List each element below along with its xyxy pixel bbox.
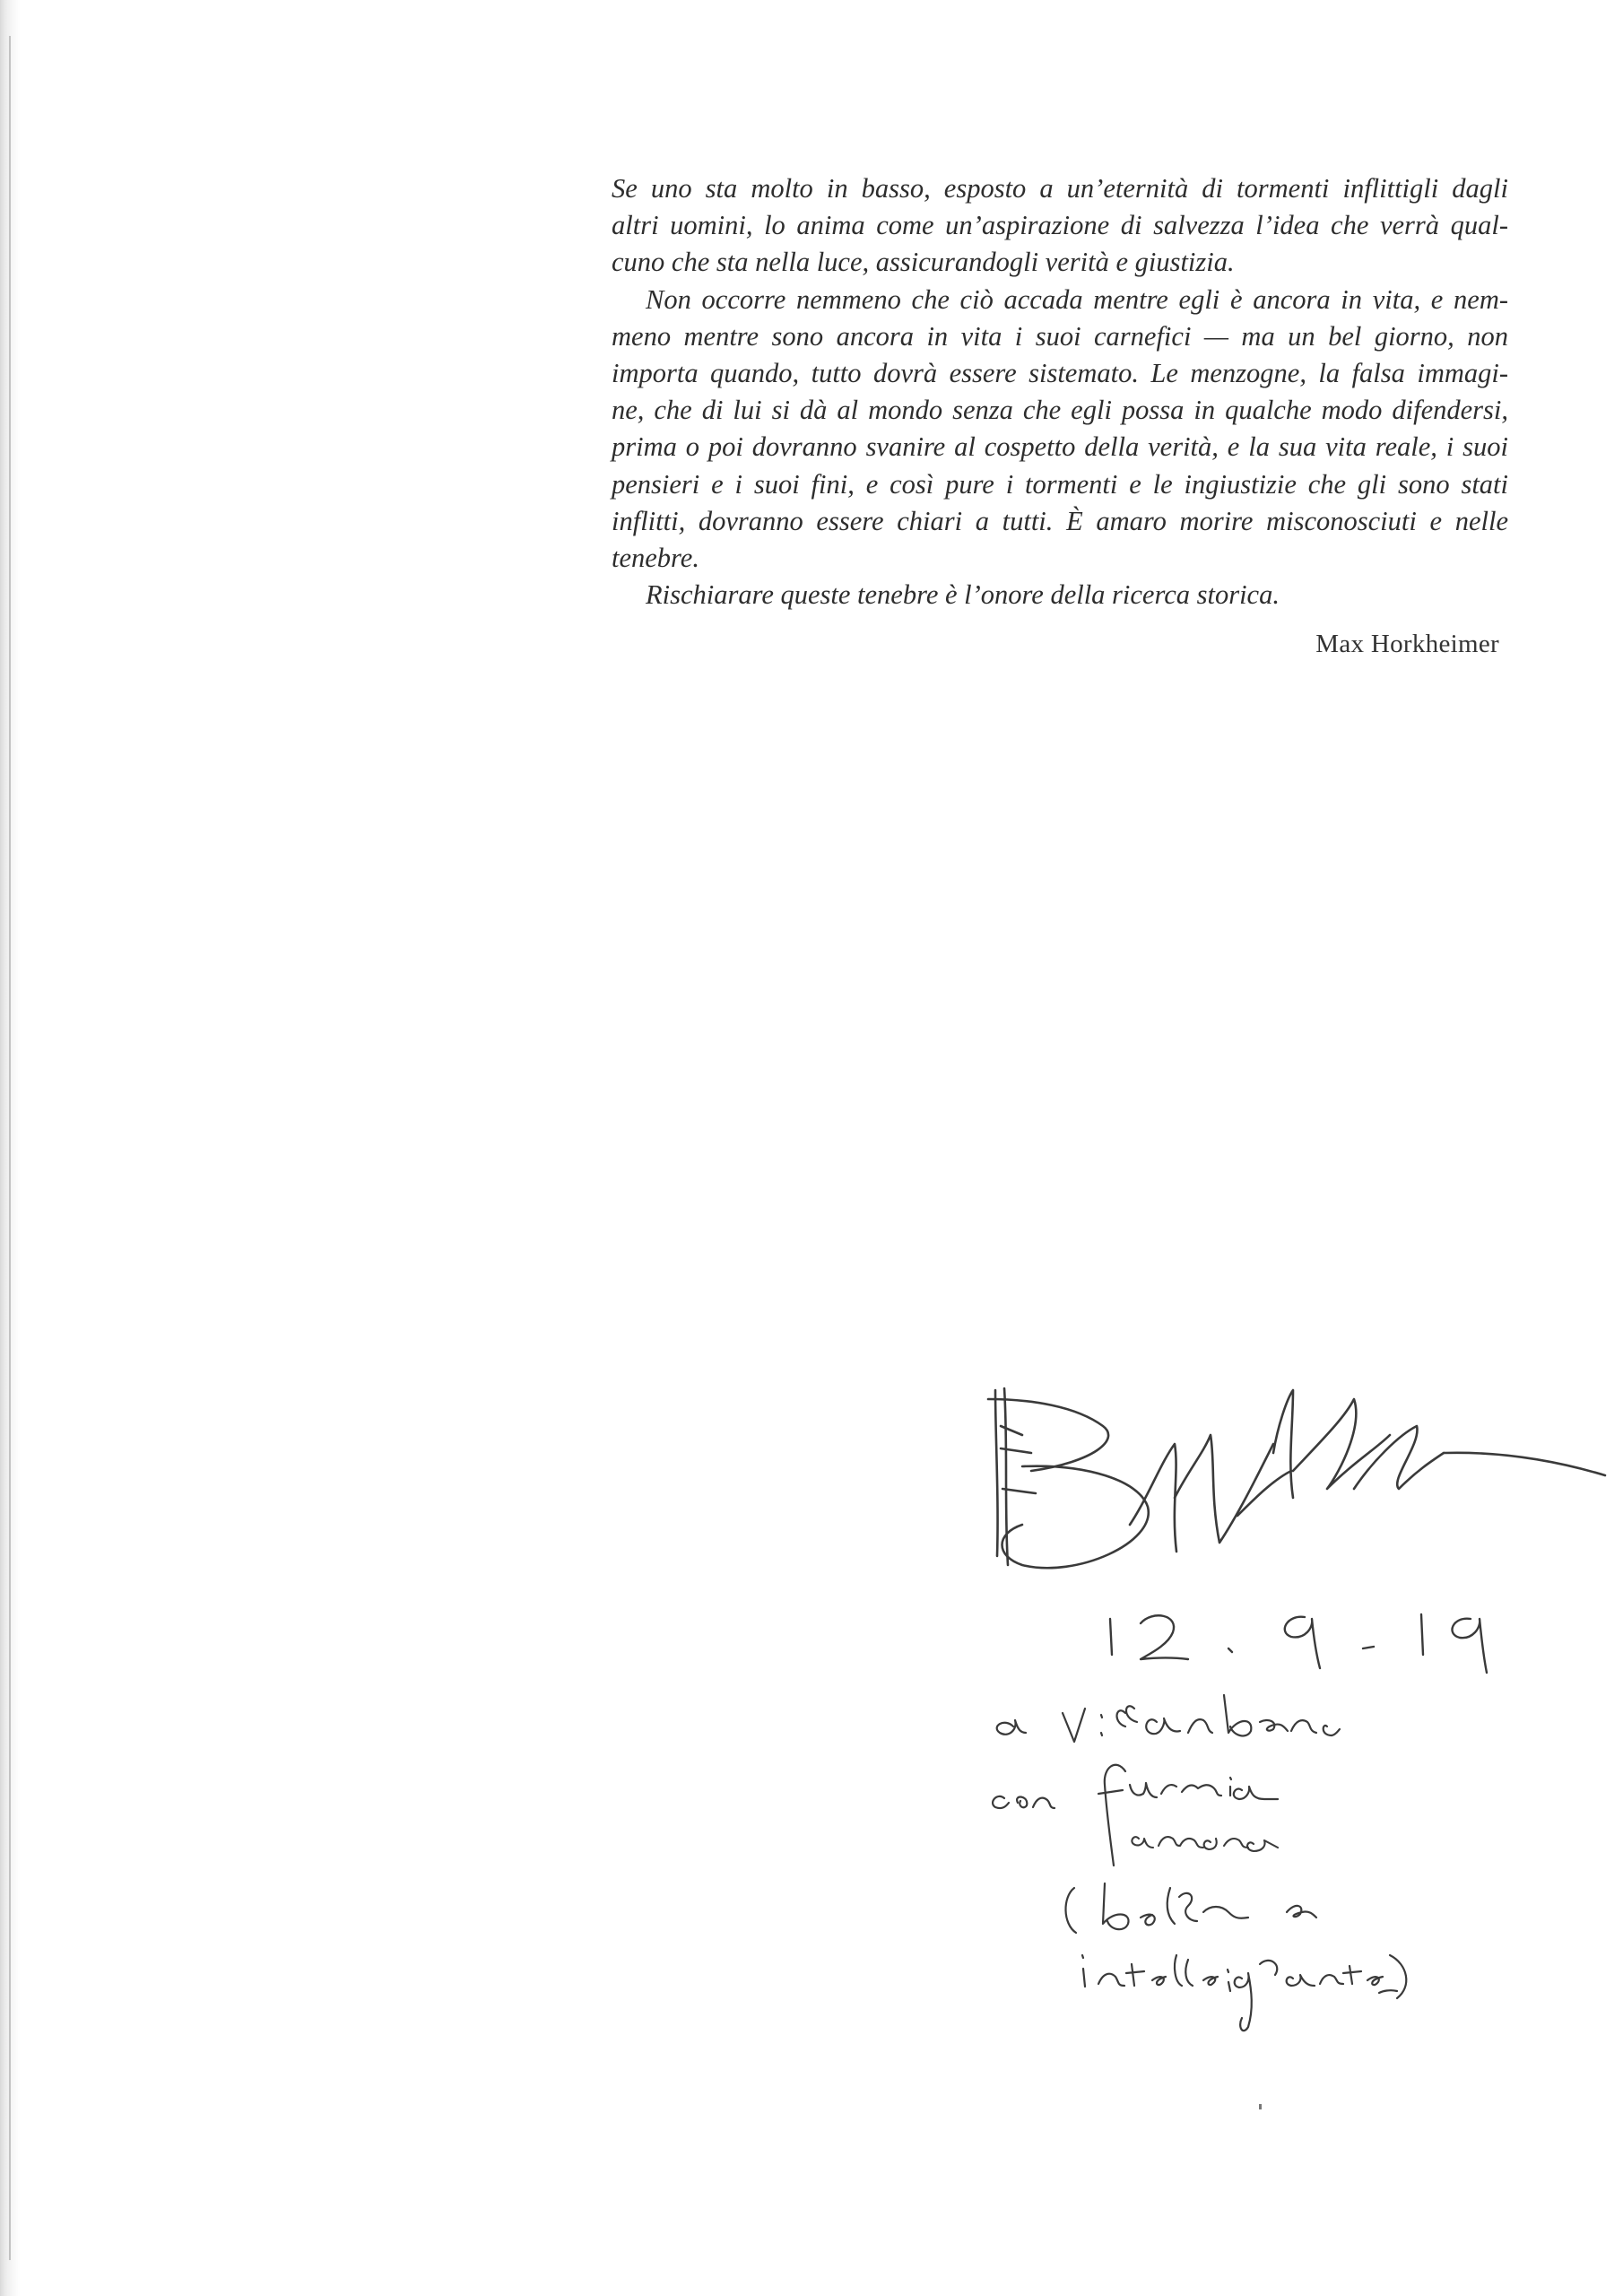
epigraph-line: prima o poi dovranno svanire al cospetto della verità, e la sua vita reale, i suoi xyxy=(612,431,1508,463)
epigraph-line: meno mentre sono ancora in vita i suoi carnefici — ma un bel giorno, non xyxy=(612,320,1508,352)
epigraph-paragraph-3 xyxy=(612,577,1508,613)
handwritten-dedication-line-5 xyxy=(1082,1955,1406,2031)
epigraph-paragraph-1 xyxy=(612,170,1508,282)
epigraph-line: altri uomini, lo anima come un’aspirazione di salvezza l’idea che verrà qual- xyxy=(612,210,1508,241)
epigraph-paragraph-2 xyxy=(612,282,1508,578)
epigraph-line: Rischiarare queste tenebre è l’onore della ricerca storica. xyxy=(646,579,1280,611)
epigraph-line: Non occorre nemmeno che ciò accada mentre egli è ancora in vita, e nem- xyxy=(646,283,1508,315)
handwritten-dedication-line-4 xyxy=(1065,1883,1316,1933)
handwritten-dedication-line-1 xyxy=(997,1695,1340,1742)
epigraph-quote xyxy=(612,170,1508,613)
epigraph-author: Max Horkheimer xyxy=(1315,630,1499,658)
stray-pencil-mark xyxy=(1259,2104,1262,2109)
epigraph-line: ne, che di lui si dà al mondo senza che egli possa in qualche modo difendersi, xyxy=(612,395,1508,426)
epigraph-line: inflitti, dovranno essere chiari a tutti. È amaro morire misconosciuti e nelle xyxy=(612,505,1508,536)
signature-scribble xyxy=(988,1388,1605,1568)
handwritten-date xyxy=(1110,1614,1487,1673)
handwritten-dedication xyxy=(968,1363,1623,2054)
handwritten-dedication-line-3 xyxy=(1132,1837,1278,1851)
page-binding-line xyxy=(9,36,11,2260)
handwritten-dedication-line-2 xyxy=(993,1765,1278,1866)
epigraph-line: importa quando, tutto dovrà essere sistemato. Le menzogne, la falsa immagi- xyxy=(612,358,1508,389)
epigraph-line: tenebre. xyxy=(612,543,699,574)
epigraph-line: pensieri e i suoi fini, e così pure i tormenti e le ingiustizie che gli sono stati xyxy=(612,468,1508,500)
epigraph-line: Se uno sta molto in basso, esposto a un’eternità di tormenti inflittigli dagli xyxy=(612,173,1508,204)
epigraph-line: cuno che sta nella luce, assicurandogli verità e giustizia. xyxy=(612,247,1235,278)
